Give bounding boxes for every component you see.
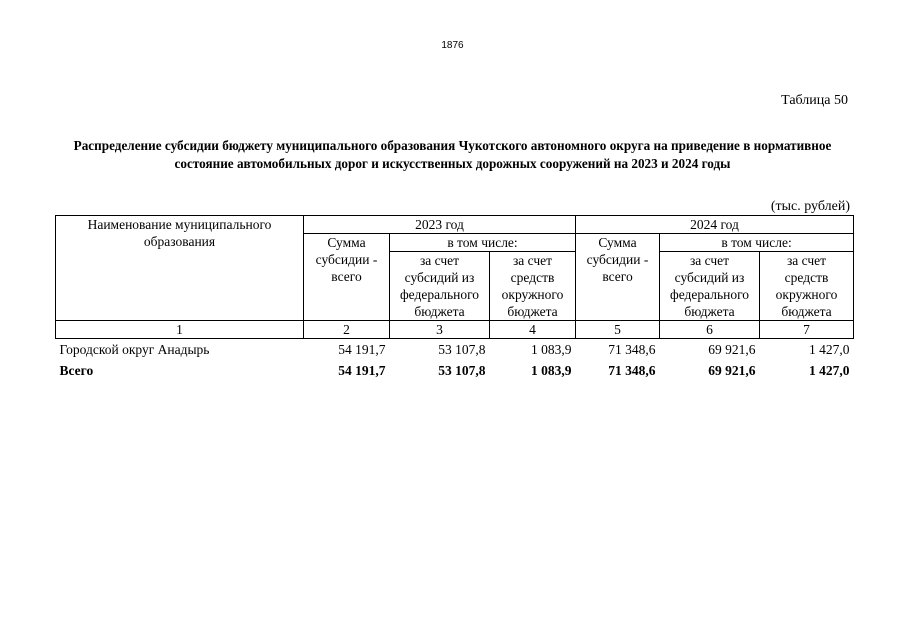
cell-value: 53 107,8 bbox=[438, 363, 486, 378]
column-number: 4 bbox=[490, 321, 576, 339]
header-district-2024: за счет средств окружного бюджета bbox=[760, 252, 854, 321]
header-municipality: Наименование муниципального образования bbox=[56, 216, 304, 321]
cell-value: 1 427,0 bbox=[809, 342, 850, 357]
cell-value: 69 921,6 bbox=[708, 363, 756, 378]
row-name: Городской округ Анадырь bbox=[59, 342, 210, 357]
header-total-2023: Сумма субсидии - всего bbox=[304, 234, 390, 321]
cell-value: 71 348,6 bbox=[608, 342, 656, 357]
table-label: Таблица 50 bbox=[781, 93, 848, 108]
header-federal-2024: за счет субсидий из федерального бюджета bbox=[660, 252, 760, 321]
cell-value: 71 348,6 bbox=[608, 363, 656, 378]
header-year-2023: 2023 год bbox=[304, 216, 576, 234]
header-including-2023: в том числе: bbox=[390, 234, 576, 252]
row-name: Всего bbox=[59, 363, 94, 378]
column-number: 1 bbox=[56, 321, 304, 339]
column-number: 2 bbox=[304, 321, 390, 339]
cell-value: 54 191,7 bbox=[338, 363, 386, 378]
column-number: 3 bbox=[390, 321, 490, 339]
cell-value: 54 191,7 bbox=[338, 342, 386, 357]
header-including-2024: в том числе: bbox=[660, 234, 854, 252]
header-district-2023: за счет средств окружного бюджета bbox=[490, 252, 576, 321]
column-number: 7 bbox=[760, 321, 854, 339]
header-total-2024: Сумма субсидии - всего bbox=[576, 234, 660, 321]
document-title: Распределение субсидии бюджету муниципального образования Чукотского автономного округа на приведение в нормативное состояние автомобильных дорог и искусственных дорожных сооружений на 2023 и 2024 годы bbox=[73, 138, 832, 171]
header-year-2024: 2024 год bbox=[576, 216, 854, 234]
cell-value: 1 427,0 bbox=[809, 363, 850, 378]
header-federal-2023: за счет субсидий из федерального бюджета bbox=[390, 252, 490, 321]
cell-value: 1 083,9 bbox=[531, 363, 572, 378]
column-number: 5 bbox=[576, 321, 660, 339]
total-row bbox=[56, 360, 854, 381]
subsidy-table bbox=[55, 215, 854, 381]
cell-value: 1 083,9 bbox=[531, 342, 572, 357]
units-label: (тыс. рублей) bbox=[770, 199, 850, 214]
page-number: 1876 bbox=[441, 40, 464, 51]
cell-value: 53 107,8 bbox=[438, 342, 486, 357]
column-number-row bbox=[56, 321, 854, 339]
cell-value: 69 921,6 bbox=[708, 342, 756, 357]
table-row bbox=[56, 339, 854, 361]
column-number: 6 bbox=[660, 321, 760, 339]
